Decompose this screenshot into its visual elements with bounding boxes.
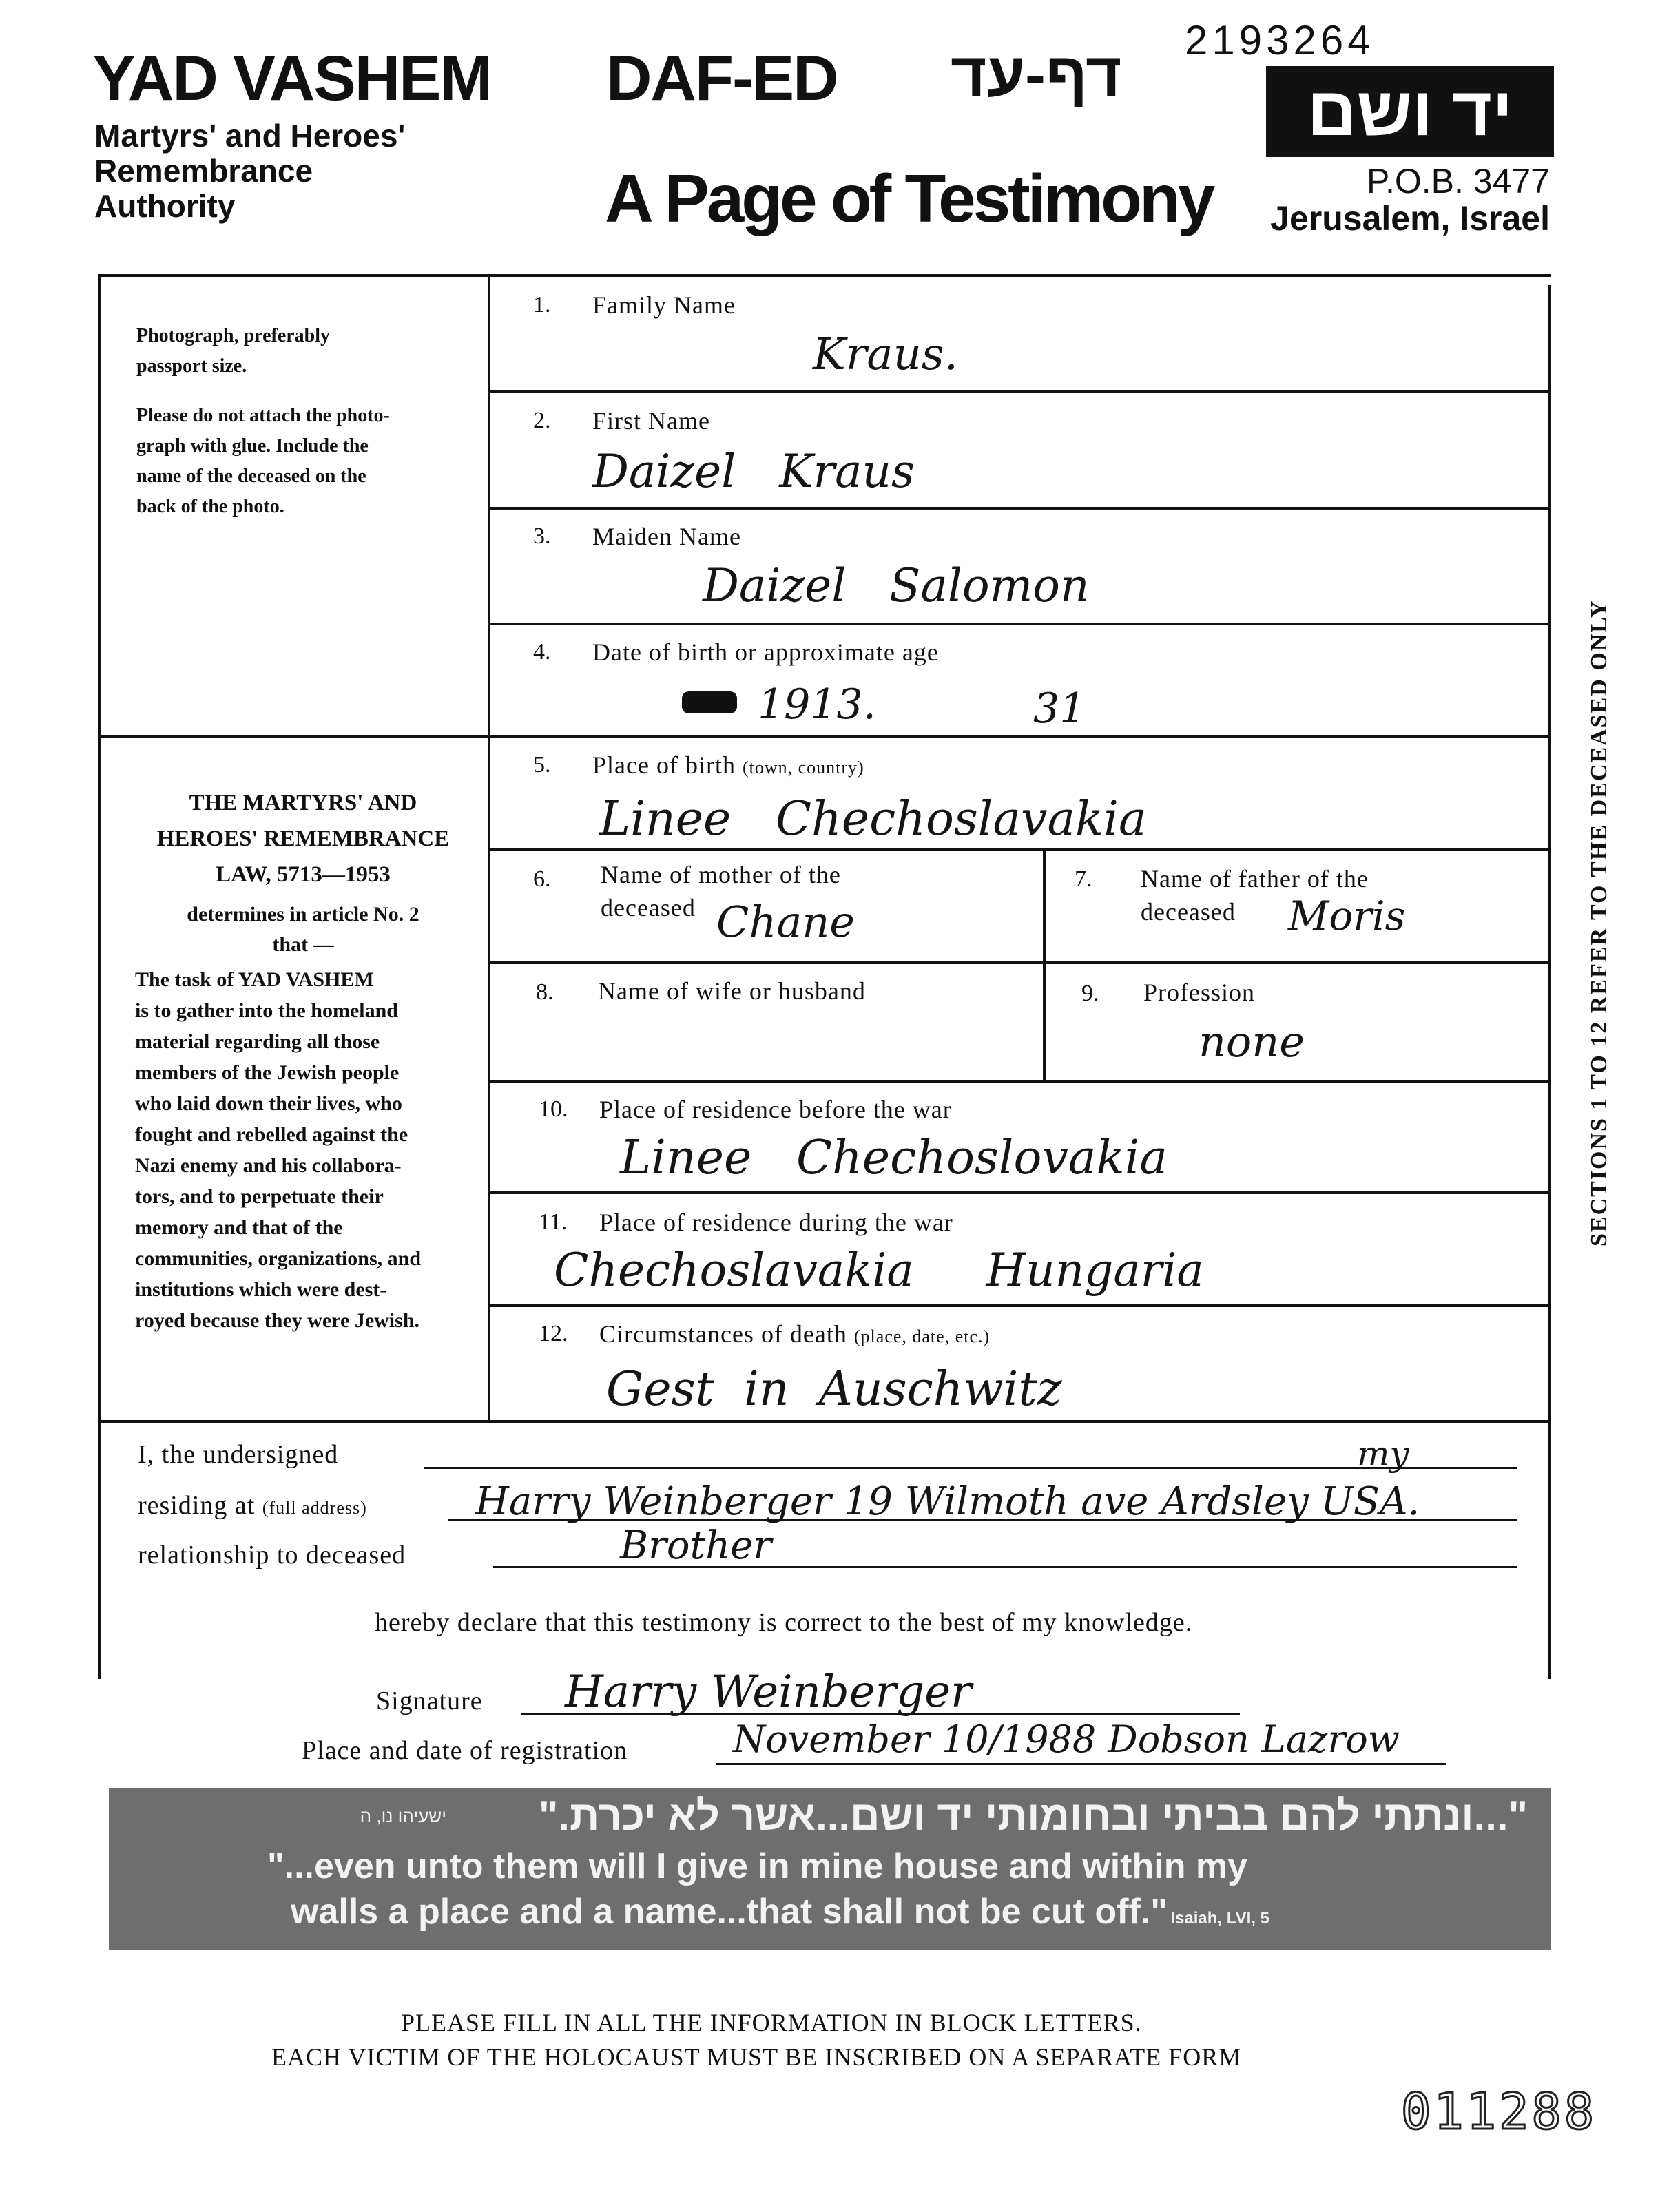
- place-date-label: Place and date of registration: [302, 1736, 628, 1765]
- father-name-value[interactable]: Moris: [1288, 893, 1406, 939]
- row-divider: [488, 848, 1551, 851]
- field-6-label-line: Name of mother of the: [601, 861, 841, 888]
- field-6-label-line: deceased: [601, 894, 696, 921]
- law-text-line: institutions which were dest-: [135, 1278, 387, 1301]
- banner-quote-line-1: "...even unto them will I give in mine house and within my: [267, 1846, 1248, 1886]
- law-text-line: who laid down their lives, who: [135, 1092, 402, 1115]
- field-1-label: Family Name: [592, 291, 736, 319]
- left-box-divider: [98, 735, 488, 738]
- form-left-border: [98, 274, 101, 1679]
- law-text-line: is to gather into the homeland: [135, 999, 398, 1022]
- first-name-value[interactable]: Daizel Kraus: [592, 445, 915, 498]
- form-right-border: [1548, 285, 1551, 1679]
- row-divider: [488, 1191, 1551, 1194]
- banner-quote-line-2: [291, 1891, 1269, 1932]
- field-7-number: 7.: [1075, 866, 1092, 892]
- org-subtitle: [94, 118, 405, 224]
- field-12-label-small: (place, date, etc.): [853, 1326, 991, 1346]
- mother-name-value[interactable]: Chane: [716, 897, 855, 947]
- place-date-value[interactable]: November 10/1988 Dobson Lazrow: [733, 1718, 1400, 1761]
- residing-label-small: (full address): [262, 1498, 367, 1518]
- field-8-label: Name of wife or husband: [598, 977, 866, 1005]
- field-5-label-text: Place of birth: [592, 751, 736, 779]
- law-determines-line: that —: [272, 933, 334, 956]
- yad-vashem-logo: [1266, 66, 1554, 157]
- banner-hebrew-ref: ישעיהו נו, ה: [360, 1806, 446, 1826]
- city: Jerusalem, Israel: [1270, 199, 1550, 238]
- field-10-number: 10.: [539, 1096, 568, 1122]
- row-divider: [488, 1080, 1551, 1083]
- law-text-line: royed because they were Jewish.: [135, 1309, 419, 1332]
- sections-bottom-border: [98, 1420, 1551, 1423]
- field-12-label: [599, 1319, 990, 1348]
- field-2-label: First Name: [592, 407, 710, 435]
- undersigned-value[interactable]: my: [1357, 1434, 1409, 1474]
- field-5-label-small: (town, country): [742, 758, 864, 778]
- field-5-label: [592, 751, 864, 780]
- field-9-label: Profession: [1143, 979, 1255, 1006]
- relationship-value[interactable]: Brother: [620, 1523, 772, 1568]
- form-top-border: [98, 274, 1551, 277]
- field-4-number: 4.: [533, 639, 551, 665]
- profession-value[interactable]: none: [1199, 1016, 1305, 1067]
- law-determines: [131, 899, 475, 960]
- signature-label: Signature: [376, 1687, 483, 1715]
- photo-instruction-line: name of the deceased on the: [136, 466, 366, 487]
- org-subtitle-line: Remembrance: [94, 153, 313, 189]
- photo-line: passport size.: [136, 355, 247, 377]
- undersigned-label: I, the undersigned: [138, 1440, 339, 1469]
- law-determines-line: determines in article No. 2: [187, 903, 419, 926]
- field-10-label: Place of residence before the war: [599, 1096, 952, 1123]
- residing-label: [138, 1490, 367, 1521]
- row-8-9-divider: [1043, 961, 1046, 1080]
- law-text-line: Nazi enemy and his collabora-: [135, 1154, 402, 1177]
- law-text-line: members of the Jewish people: [135, 1061, 400, 1084]
- signature-value[interactable]: Harry Weinberger: [565, 1667, 972, 1718]
- circumstances-of-death-value[interactable]: Gest in Auschwitz: [606, 1362, 1062, 1417]
- footer-serial: 011288: [1401, 2083, 1597, 2140]
- row-divider: [488, 390, 1551, 393]
- place-date-line: [716, 1763, 1446, 1765]
- row-divider: [488, 961, 1551, 964]
- scripture-banner: [109, 1788, 1551, 1950]
- daf-ed-hebrew: דף-עד: [951, 41, 1122, 109]
- field-4-label: Date of birth or approximate age: [592, 638, 939, 666]
- field-12-number: 12.: [539, 1321, 568, 1346]
- form-column-divider: [488, 274, 490, 1421]
- field-7-label-line: deceased: [1141, 898, 1236, 926]
- row-divider: [488, 1304, 1551, 1307]
- declaration-statement: hereby declare that this testimony is correct to the best of my knowledge.: [375, 1608, 1193, 1637]
- org-name: YAD VASHEM: [93, 43, 492, 114]
- law-title: [131, 785, 475, 893]
- field-9-number: 9.: [1081, 981, 1099, 1006]
- field-3-label: Maiden Name: [592, 523, 741, 550]
- law-title-line: HEROES' REMEMBRANCE: [156, 826, 450, 851]
- row-divider: [488, 507, 1551, 510]
- footer-line-1: PLEASE FILL IN ALL THE INFORMATION IN BLOCK LETTERS.: [401, 2009, 1142, 2036]
- age-value[interactable]: 31: [1033, 685, 1086, 733]
- residence-during-war-value[interactable]: Chechoslavakia Hungaria: [554, 1244, 1204, 1297]
- field-2-number: 2.: [533, 408, 551, 433]
- residing-address-value[interactable]: Harry Weinberger 19 Wilmoth ave Ardsley USA.: [475, 1479, 1420, 1524]
- scribble-mark: [682, 691, 737, 713]
- document-number: 2193264: [1185, 17, 1375, 63]
- law-box: [131, 785, 475, 1336]
- photo-instructions: [136, 321, 467, 522]
- banner-quote-ref: Isaiah, LVI, 5: [1170, 1909, 1270, 1928]
- row-6-7-divider: [1043, 848, 1046, 961]
- org-subtitle-line: Martyrs' and Heroes': [94, 118, 406, 154]
- photo-instruction-line: Please do not attach the photo-: [136, 405, 390, 426]
- daf-ed: DAF-ED: [606, 43, 838, 114]
- field-6-number: 6.: [533, 866, 551, 892]
- birth-year-value[interactable]: 1913.: [758, 680, 876, 729]
- field-7-label-line: Name of father of the: [1141, 865, 1369, 893]
- field-8-number: 8.: [536, 979, 554, 1005]
- field-1-number: 1.: [533, 292, 551, 317]
- undersigned-line: [424, 1467, 1517, 1469]
- law-text-line: fought and rebelled against the: [135, 1123, 408, 1146]
- sections-side-note: SECTIONS 1 TO 12 REFER TO THE DECEASED ONLY: [1586, 599, 1612, 1246]
- footer-line-2: EACH VICTIM OF THE HOLOCAUST MUST BE INSCRIBED ON A SEPARATE FORM: [271, 2043, 1242, 2071]
- place-of-birth-value[interactable]: Linee Chechoslavakia: [599, 792, 1147, 846]
- residing-label-text: residing at: [138, 1491, 256, 1520]
- field-3-number: 3.: [533, 523, 551, 549]
- pob: P.O.B. 3477: [1367, 162, 1550, 200]
- field-11-label: Place of residence during the war: [599, 1209, 953, 1236]
- family-name-value[interactable]: Kraus.: [813, 329, 958, 380]
- logo-hebrew-text: יד ושם: [1307, 72, 1513, 150]
- law-text-line: memory and that of the: [135, 1216, 343, 1239]
- photo-line: Photograph, preferably: [136, 325, 331, 346]
- row-divider: [488, 623, 1551, 625]
- law-text-line: material regarding all those: [135, 1030, 380, 1053]
- law-text-line: tors, and to perpetuate their: [135, 1185, 384, 1208]
- banner-quote-text-2: walls a place and a name...that shall not be cut off.": [291, 1892, 1168, 1932]
- banner-hebrew-quote: "...ונתתי להם בביתי ובחומותי יד ושם...אשר לא יכרת.": [538, 1793, 1528, 1839]
- photo-instruction-line: graph with glue. Include the: [136, 435, 369, 457]
- org-subtitle-line: Authority: [94, 188, 236, 224]
- maiden-name-value[interactable]: Daizel Salomon: [703, 559, 1090, 612]
- photo-instruction-line: back of the photo.: [136, 496, 284, 517]
- page-title: A Page of Testimony: [605, 160, 1213, 236]
- residence-before-war-value[interactable]: Linee Chechoslovakia: [620, 1131, 1168, 1185]
- law-text-line: The task of YAD VASHEM: [135, 968, 374, 991]
- relationship-label: relationship to deceased: [138, 1541, 406, 1569]
- law-text-line: communities, organizations, and: [135, 1247, 422, 1270]
- field-12-label-text: Circumstances of death: [599, 1320, 847, 1348]
- field-11-number: 11.: [539, 1209, 568, 1235]
- law-title-line: LAW, 5713—1953: [216, 862, 391, 887]
- field-5-number: 5.: [533, 752, 551, 778]
- law-title-line: THE MARTYRS' AND: [189, 791, 417, 815]
- row-divider: [488, 735, 1551, 738]
- law-text: [131, 964, 475, 1336]
